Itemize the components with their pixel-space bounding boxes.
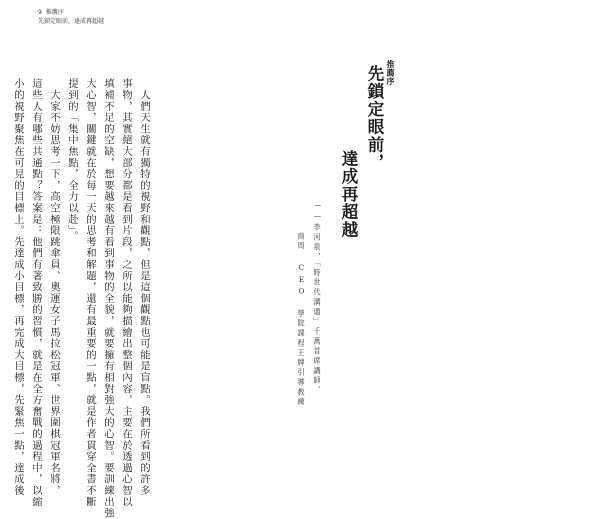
body-column-5: 提到的「集中焦點，全力以赴」。 — [66, 78, 78, 243]
page-number: 9 — [38, 9, 42, 16]
body-column-6: 大家不妨思考一下，高空極限跳傘員、奧運女子馬拉松冠軍、世界圍棋冠軍名將， — [48, 78, 60, 497]
preface-title-line-2: 達成再超越 — [339, 150, 358, 239]
header-running-title: 先鎖定眼前，達成再超越 — [38, 18, 105, 25]
author-credit-line-1: ——李河泉，「時世代溝通」千萬首席講師、 — [313, 200, 322, 396]
body-column-2: 事物，其實絕大部分都是看到片段，之所以能夠描繪出整個內容，主要在於透過心智以 — [120, 78, 132, 508]
body-column-8: 小的視野聚焦在可見的目標上。先達成小目標，再完成大目標，先緊焦一點，達成後 — [12, 78, 24, 497]
author-credit-line-2: 商周 CEO 學院課程王牌引導教練 — [297, 232, 306, 408]
body-column-3: 填補不足的空缺，想要越來越有看到事物的全貌，就要擁有相對強大的心智。要訓練出強 — [102, 78, 114, 519]
preface-label: 推薦序 — [386, 60, 395, 86]
preface-title-line-1: 先鎖定眼前， — [365, 65, 384, 172]
header-section: 推薦序 — [45, 9, 64, 16]
body-column-1: 人們天生就有獨特的視野和觀點，但是這個觀點也可能是盲點。我們所看到的許多 — [138, 78, 150, 497]
body-column-7: 這些人有哪些共通點？答案是：他們有著致勝的習慣，就是在全方奮戰的過程中，以縮 — [30, 78, 42, 508]
running-header — [38, 8, 104, 26]
body-column-4: 大心智，關鍵就在於每一天的思考和解題，還有最重要的一點，就是作者貫穿全書不斷 — [84, 78, 96, 508]
